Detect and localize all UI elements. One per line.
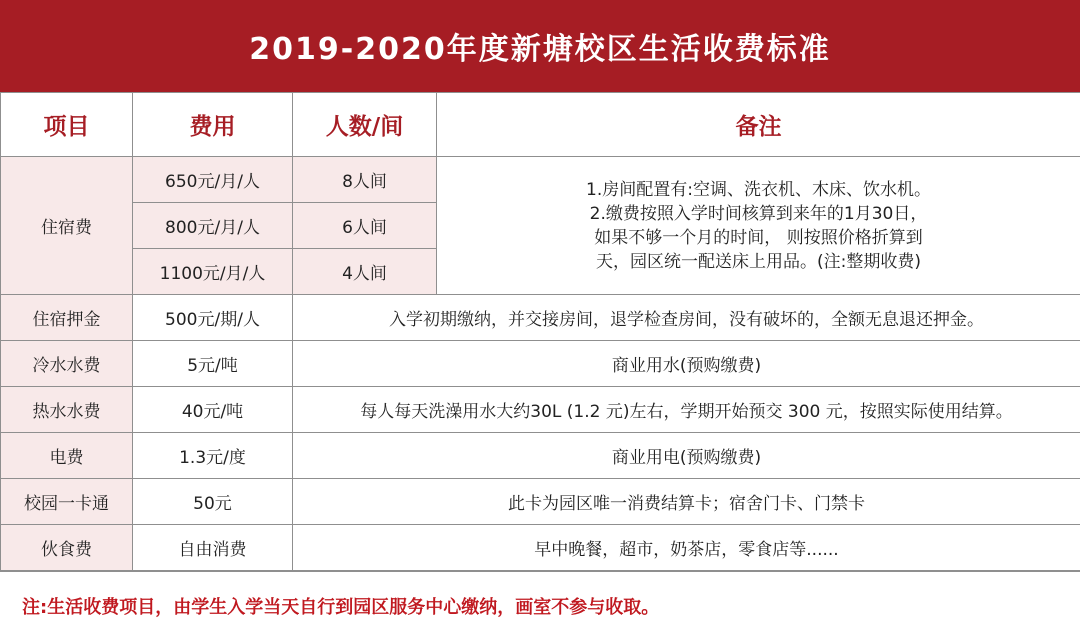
item-fee: 5元/吨: [133, 341, 293, 387]
item-fee: 50元: [133, 479, 293, 525]
footer-note: 注:生活收费项目，由学生入学当天自行到园区服务中心缴纳，画室不参与收取。: [0, 571, 1080, 640]
lodging-people-3: 4人间: [293, 249, 437, 295]
item-remark: 此卡为园区唯一消费结算卡；宿舍门卡、门禁卡: [293, 479, 1080, 525]
header-fee: 费用: [133, 93, 293, 157]
item-category: 校园一卡通: [1, 479, 133, 525]
lodging-remark: [437, 157, 1080, 295]
item-fee: 40元/吨: [133, 387, 293, 433]
item-category: 电费: [1, 433, 133, 479]
table-header-row: [1, 93, 1080, 157]
item-fee: 自由消费: [133, 525, 293, 571]
lodging-fee-1: 650元/月/人: [133, 157, 293, 203]
header-item: 项目: [1, 93, 133, 157]
item-fee: 500元/期/人: [133, 295, 293, 341]
table-row: [1, 295, 1080, 341]
table-row-lodging-1: [1, 157, 1080, 203]
lodging-fee-2: 800元/月/人: [133, 203, 293, 249]
table-row: [1, 341, 1080, 387]
header-people: 人数/间: [293, 93, 437, 157]
item-remark: 商业用水(预购缴费): [293, 341, 1080, 387]
lodging-remark-line: 2.缴费按照入学时间核算到来年的1月30日，: [589, 203, 928, 224]
lodging-category: 住宿费: [1, 157, 133, 295]
item-category: 热水水费: [1, 387, 133, 433]
item-remark: 入学初期缴纳，并交接房间，退学检查房间，没有破坏的，全额无息退还押金。: [293, 295, 1080, 341]
table-row: [1, 479, 1080, 525]
lodging-remark-line: 如果不够一个月的时间， 则按照价格折算到: [594, 227, 923, 248]
item-fee: 1.3元/度: [133, 433, 293, 479]
item-remark: 早中晚餐，超市，奶茶店，零食店等......: [293, 525, 1080, 571]
item-category: 冷水水费: [1, 341, 133, 387]
lodging-remark-line: 天，园区统一配送床上用品。(注:整期收费): [596, 251, 921, 272]
lodging-remark-line: 1.房间配置有:空调、洗衣机、木床、饮水机。: [586, 179, 931, 200]
lodging-fee-3: 1100元/月/人: [133, 249, 293, 295]
item-remark: 每人每天洗澡用水大约30L (1.2 元)左右，学期开始预交 300 元，按照实际使用结算。: [293, 387, 1080, 433]
item-category: 伙食费: [1, 525, 133, 571]
item-remark: 商业用电(预购缴费): [293, 433, 1080, 479]
table-row: [1, 433, 1080, 479]
table-row: [1, 525, 1080, 571]
page-title: 2019-2020年度新塘校区生活收费标准: [0, 0, 1080, 92]
table-row: [1, 387, 1080, 433]
header-remark: 备注: [437, 93, 1080, 157]
item-category: 住宿押金: [1, 295, 133, 341]
lodging-people-1: 8人间: [293, 157, 437, 203]
lodging-people-2: 6人间: [293, 203, 437, 249]
fee-table: [0, 92, 1080, 571]
